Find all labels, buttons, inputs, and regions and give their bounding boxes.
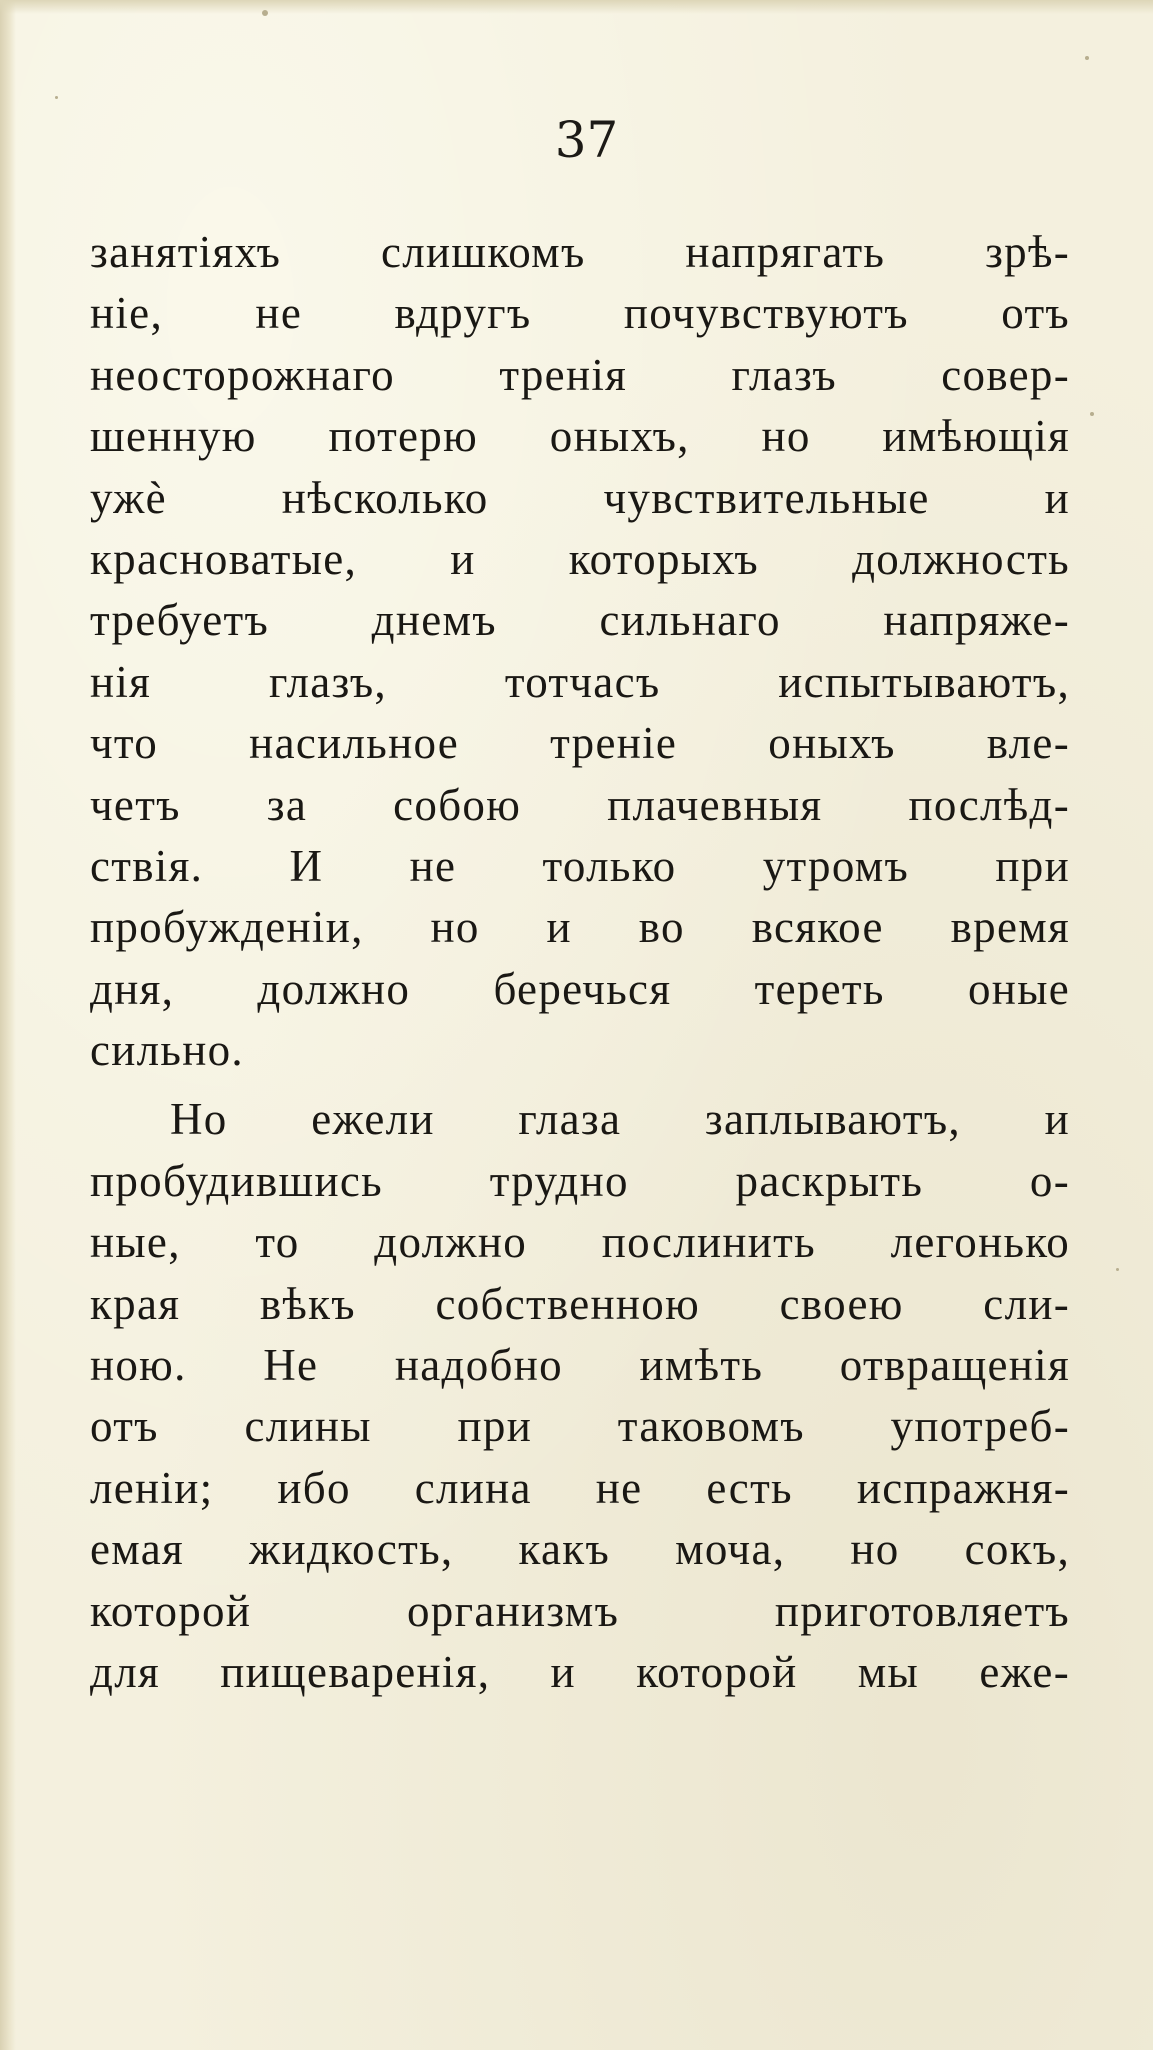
text-line: четъ за собою плачевныя послѣд- [90, 779, 1070, 830]
text-line: отъ слины при таковомъ употреб- [90, 1401, 1070, 1452]
text-line: неосторожнаго тренія глазъ совер- [90, 349, 1070, 400]
text-line: края вѣкъ собственною своею сли- [90, 1278, 1070, 1329]
text-line: занятіяхъ слишкомъ напрягать зрѣ- [90, 227, 1070, 277]
text-line: сильно. [90, 1025, 244, 1076]
text-line: для пищеваренія, и которой мы еже- [90, 1646, 1070, 1697]
page-number: 37 [554, 111, 619, 169]
paragraph-2 [90, 1089, 1070, 1703]
paper-speck [262, 10, 268, 16]
text-line: пробудившись трудно раскрыть о- [90, 1155, 1070, 1206]
paper-speck [55, 96, 58, 99]
page-top-edge [0, 0, 1153, 14]
text-line: ніе, не вдругъ почувствуютъ отъ [90, 288, 1070, 339]
text-line: которой организмъ приготовляетъ [90, 1585, 1070, 1636]
paper-speck [1116, 1268, 1119, 1271]
paragraph-1 [90, 222, 1070, 1081]
text-line: емая жидкость, какъ моча, но сокъ, [90, 1524, 1070, 1575]
text-line: пробужденіи, но и во всякое время [90, 902, 1070, 953]
paragraph-gap [90, 1081, 1070, 1089]
text-line: дня, должно беречься тереть оные [90, 963, 1070, 1014]
page-gutter-edge [0, 0, 16, 2050]
text-line: Но ежели глаза заплываютъ, и [170, 1094, 1070, 1145]
text-line: шенную потерю оныхъ, но имѣющія [90, 411, 1070, 462]
text-line: что насильное треніе оныхъ вле- [90, 718, 1070, 769]
body-text [90, 222, 1070, 1703]
paper-speck [1090, 412, 1094, 416]
text-line: ною. Не надобно имѣть отвращенія [90, 1340, 1070, 1391]
text-line: красноватые, и которыхъ должность [90, 533, 1070, 584]
text-line: ные, то должно послинить легонько [90, 1217, 1070, 1268]
text-line: ужѐ нѣсколько чувствительные и [90, 472, 1070, 523]
text-line: требуетъ днемъ сильнаго напряже- [90, 595, 1070, 646]
text-line: леніи; ибо слина не есть испражня- [90, 1462, 1070, 1513]
paper-speck [1085, 56, 1089, 60]
text-line: нія глазъ, тотчасъ испытываютъ, [90, 656, 1070, 707]
text-line: ствія. И не только утромъ при [90, 840, 1070, 891]
